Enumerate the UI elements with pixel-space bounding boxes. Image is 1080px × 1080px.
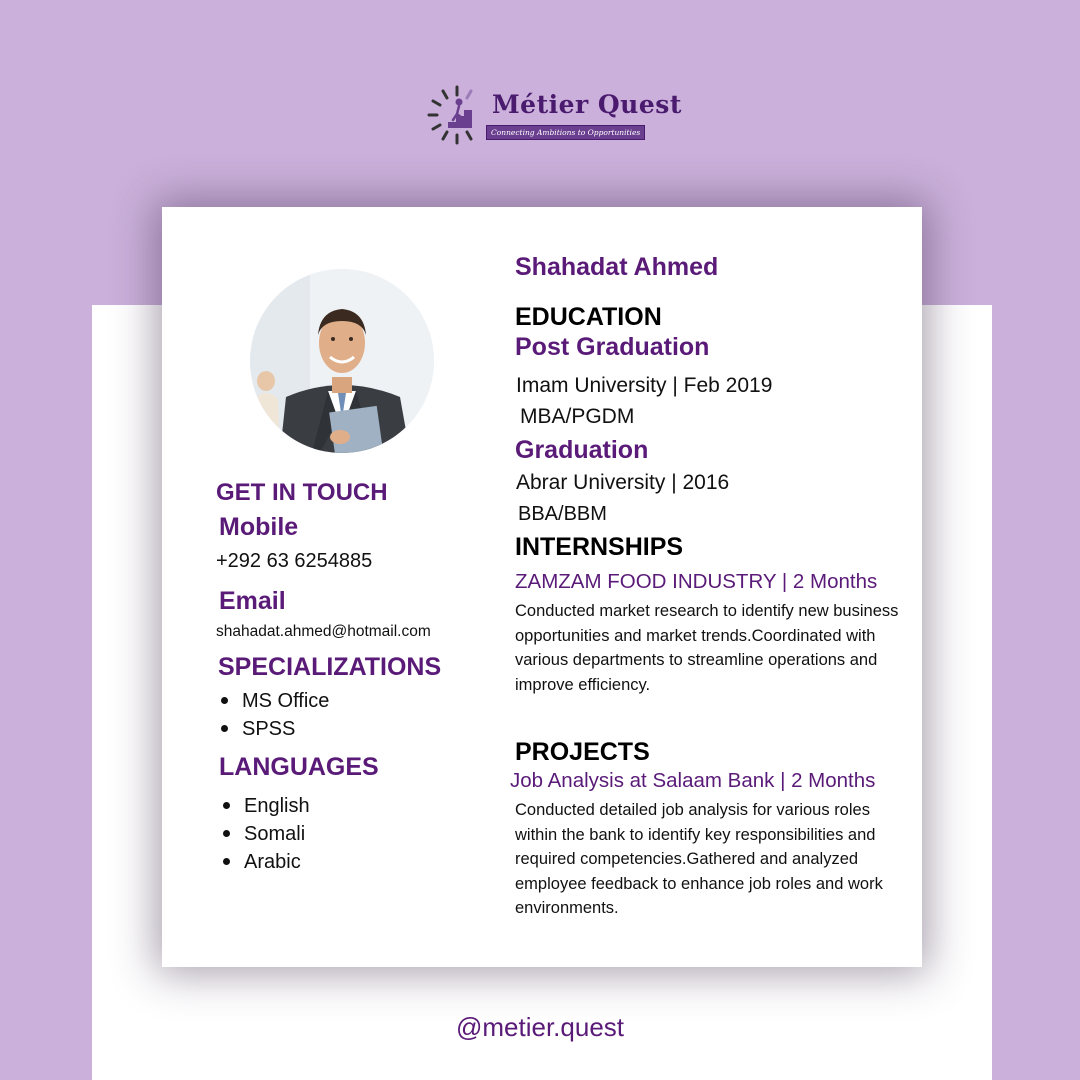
mobile-label: Mobile — [219, 513, 299, 541]
list-item: Arabic — [218, 848, 310, 876]
resume-card — [162, 207, 922, 967]
brand-tagline: Connecting Ambitions to Opportunities — [486, 125, 645, 140]
education-heading: EDUCATION — [515, 303, 662, 331]
projects-heading: PROJECTS — [515, 738, 650, 766]
education-school: Imam University | Feb 2019 — [516, 374, 773, 397]
email-address: shahadat.ahmed@hotmail.com — [216, 623, 431, 640]
profile-avatar-illustration — [250, 269, 434, 453]
education-degree: BBA/BBM — [518, 503, 607, 525]
list-item: Somali — [218, 820, 310, 848]
internship-title: ZAMZAM FOOD INDUSTRY | 2 Months — [515, 570, 878, 593]
specializations-list — [216, 687, 329, 743]
education-level: Graduation — [515, 436, 649, 464]
project-description: Conducted detailed job analysis for various roles within the bank to identify key responsibilities and required competencies.Gathered and analyzed employee feedback to enhance job roles and work environments. — [515, 801, 883, 917]
get-in-touch-heading: GET IN TOUCH — [216, 479, 388, 506]
specializations-heading: SPECIALIZATIONS — [218, 653, 442, 681]
profile-photo — [250, 269, 434, 453]
candidate-name: Shahadat Ahmed — [515, 253, 719, 281]
internship-description: Conducted market research to identify new business opportunities and market trends.Coordinated with various departments to streamline operations and improve efficiency. — [515, 602, 899, 694]
brand-logo — [426, 84, 682, 148]
education-level: Post Graduation — [515, 333, 710, 361]
languages-list — [218, 792, 310, 876]
email-label: Email — [219, 587, 286, 615]
education-school: Abrar University | 2016 — [516, 471, 730, 494]
list-item: MS Office — [216, 687, 329, 715]
internships-heading: INTERNSHIPS — [515, 533, 684, 561]
languages-heading: LANGUAGES — [219, 753, 379, 781]
project-title: Job Analysis at Salaam Bank | 2 Months — [510, 769, 876, 792]
social-handle[interactable]: @metier.quest — [455, 1012, 625, 1042]
list-item: English — [218, 792, 310, 820]
list-item: SPSS — [216, 715, 329, 743]
brand-name: Métier Quest — [492, 90, 682, 119]
mobile-number: +292 63 6254885 — [216, 550, 373, 572]
brand-climber-icon — [426, 84, 488, 146]
education-degree: MBA/PGDM — [520, 405, 635, 428]
